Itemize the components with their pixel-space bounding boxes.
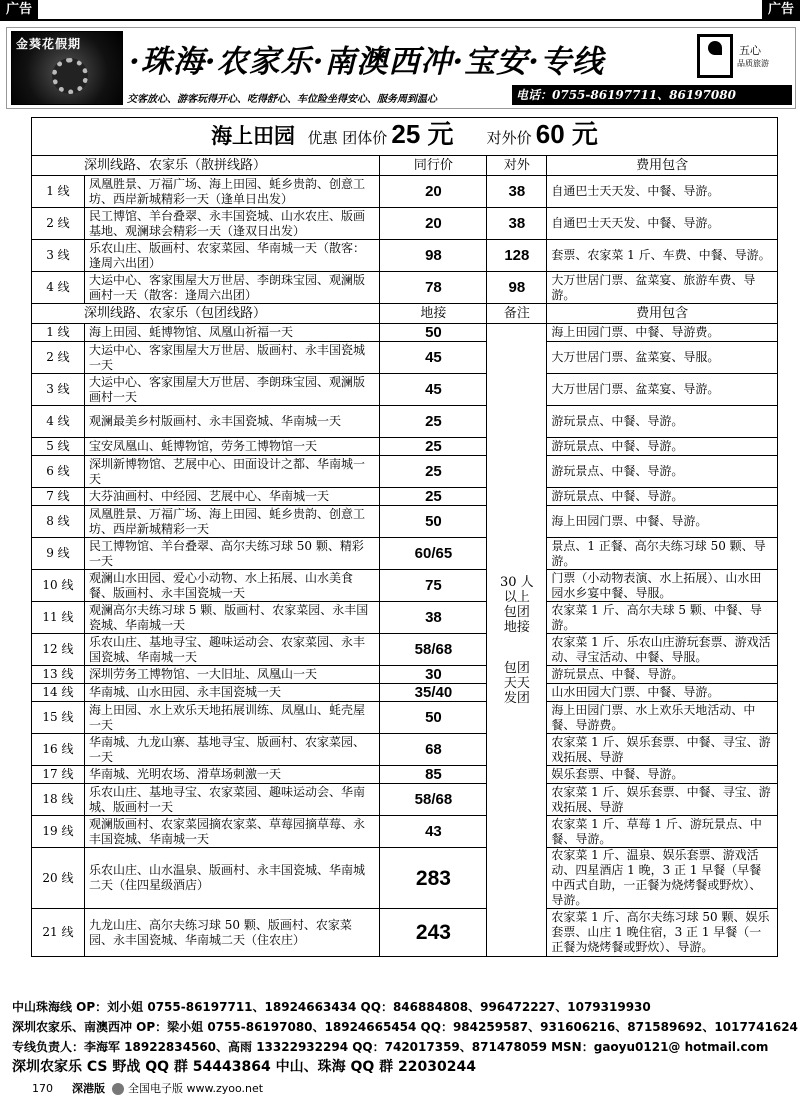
- brand-subtitle: 品质旅游: [737, 59, 769, 68]
- sunflower-logo-icon: [11, 31, 123, 105]
- table-row: [32, 538, 778, 570]
- fee-includes: 游玩景点、中餐、导游。: [547, 488, 778, 506]
- contacts-block: [12, 997, 798, 1077]
- fee-includes: 游玩景点、中餐、导游。: [547, 666, 778, 684]
- fee-includes: 海上田园门票、中餐、导游费。: [547, 324, 778, 342]
- route-description: 乐农山庄、基地寻宝、趣味运动会、农家菜园、永丰国瓷城、华南城一天: [84, 634, 380, 666]
- line-number: 10 线: [32, 570, 85, 602]
- fee-includes: 农家菜 1 斤、高尔夫练习球 50 颗、娱乐套票、山庄 1 晚住宿，3 正 1 早餐（一正餐为烧烤餐或野炊）、导游。: [547, 909, 778, 957]
- ad-divider: [0, 19, 800, 21]
- local-price: 50: [380, 506, 487, 538]
- route-description: 凤凰胜景、万福广场、海上田园、蚝乡贵韵、创意工坊、西岸新城精彩一天: [84, 506, 380, 538]
- fee-includes: 游玩景点、中餐、导游。: [547, 406, 778, 438]
- group-note-min: 30 人 以上 包团 地接: [500, 574, 534, 635]
- line-number: 1 线: [32, 324, 85, 342]
- table-row: [32, 176, 778, 208]
- fee-includes: 农家菜 1 斤、娱乐套票、中餐、寻宝、游戏拓展、导游: [547, 784, 778, 816]
- public-price: 38: [487, 208, 547, 240]
- route-price-table: [31, 117, 778, 957]
- peer-price: 98: [380, 240, 487, 272]
- line-number: 20 线: [32, 848, 85, 909]
- hero-row: [32, 118, 778, 156]
- line-number: 9 线: [32, 538, 85, 570]
- fee-includes: 农家菜 1 斤、温泉、娱乐套票、游戏活动、四星酒店 1 晚，3 正 1 早餐（早餐中西式自助，一正餐为烧烤餐或野炊）、导游。: [547, 848, 778, 909]
- group-note-daily: 包团 天天 发团: [503, 660, 530, 706]
- local-price: 25: [380, 488, 487, 506]
- route-description: 大运中心、客家围屋大万世居、李朗珠宝园、观澜版画村一天（散客：逢周六出团）: [84, 272, 380, 304]
- table-row: [32, 342, 778, 374]
- table-row: [32, 909, 778, 957]
- hero-cell: [32, 118, 778, 156]
- local-price: 50: [380, 702, 487, 734]
- fee-includes: 海上田园门票、中餐、导游。: [547, 506, 778, 538]
- line-number: 1 线: [32, 176, 85, 208]
- table-row: [32, 506, 778, 538]
- local-price: 50: [380, 324, 487, 342]
- section2-col-note: 备注: [487, 304, 547, 324]
- route-description: 宝安凤凰山、蚝博物馆，劳务工博物馆一天: [84, 438, 380, 456]
- line-number: 7 线: [32, 488, 85, 506]
- route-description: 凤凰胜景、万福广场、海上田园、蚝乡贵韵、创意工坊、西岸新城精彩一天（逢单日出发）: [84, 176, 380, 208]
- fee-includes: 农家菜 1 斤、乐农山庄游玩套票、游戏活动、寻宝活动、中餐、导服。: [547, 634, 778, 666]
- website-label: 全国电子版 www.zyoo.net: [128, 1082, 264, 1095]
- hero-group-price: 25 元: [391, 118, 454, 149]
- table-row: [32, 272, 778, 304]
- section1-header: [32, 156, 778, 176]
- route-description: 观澜版画村、农家菜园摘农家菜、草莓园摘草莓、永丰国瓷城、华南城一天: [84, 816, 380, 848]
- fee-includes: 大万世居门票、盆菜宴、导游。: [547, 374, 778, 406]
- local-price: 58/68: [380, 634, 487, 666]
- section1-col-price1: 同行价: [380, 156, 487, 176]
- local-price: 45: [380, 342, 487, 374]
- fee-includes: 游玩景点、中餐、导游。: [547, 456, 778, 488]
- table-row: [32, 766, 778, 784]
- line-number: 3 线: [32, 374, 85, 406]
- fee-includes: 景点、1 正餐、高尔夫练习球 50 颗、导游。: [547, 538, 778, 570]
- table-row: [32, 602, 778, 634]
- line-number: 12 线: [32, 634, 85, 666]
- public-price: 38: [487, 176, 547, 208]
- route-description: 华南城、山水田园、永丰国瓷城一天: [84, 684, 380, 702]
- route-description: 华南城、九龙山寨、基地寻宝、版画村、农家菜园、一天: [84, 734, 380, 766]
- contact-manager: 专线负责人：李海军 18922834560、高雨 13322932294 QQ：742017359、871478059 MSN：gaoyu0121@ hotmail.com: [12, 1040, 769, 1054]
- route-description: 民工博物馆、羊台叠翠、高尔夫练习球 50 颗、精彩一天: [84, 538, 380, 570]
- table-row: [32, 438, 778, 456]
- route-description: 大运中心、客家围屋大万世居、版画村、永丰国瓷城一天: [84, 342, 380, 374]
- table-row: [32, 488, 778, 506]
- local-price: 58/68: [380, 784, 487, 816]
- table-row: [32, 784, 778, 816]
- peer-price: 78: [380, 272, 487, 304]
- route-description: 大运中心、客家围屋大万世居、李朗珠宝园、观澜版画村一天: [84, 374, 380, 406]
- local-price: 25: [380, 438, 487, 456]
- table-row: [32, 734, 778, 766]
- local-price: 25: [380, 406, 487, 438]
- fee-includes: 自通巴士天天发、中餐、导游。: [547, 208, 778, 240]
- section2-col-includes: 费用包含: [547, 304, 778, 324]
- group-note: [487, 324, 547, 957]
- line-number: 8 线: [32, 506, 85, 538]
- fee-includes: 山水田园大门票、中餐、导游。: [547, 684, 778, 702]
- local-price: 30: [380, 666, 487, 684]
- local-price: 75: [380, 570, 487, 602]
- line-number: 6 线: [32, 456, 85, 488]
- fee-includes: 大万世居门票、盆菜宴、旅游车费、导游。: [547, 272, 778, 304]
- local-price: 85: [380, 766, 487, 784]
- route-description: 深圳劳务工博物馆、一大旧址、凤凰山一天: [84, 666, 380, 684]
- table-row: [32, 666, 778, 684]
- section2-col-price1: 地接: [380, 304, 487, 324]
- fee-includes: 自通巴士天天发、中餐、导游。: [547, 176, 778, 208]
- local-price: 60/65: [380, 538, 487, 570]
- banner-slogan: 交客放心、游客玩得开心、吃得舒心、车位险坐得安心、服务周到温心: [127, 94, 437, 105]
- table-row: [32, 684, 778, 702]
- line-number: 11 线: [32, 602, 85, 634]
- local-price: 35/40: [380, 684, 487, 702]
- ad-bar: [0, 0, 800, 20]
- hero-name: 海上田园: [211, 122, 296, 148]
- hero-public-label: 对外价: [486, 128, 532, 147]
- section2-header: [32, 304, 778, 324]
- fee-includes: 农家菜 1 斤、高尔夫球 5 颗、中餐、导游。: [547, 602, 778, 634]
- local-price: 283: [380, 848, 487, 909]
- line-number: 2 线: [32, 342, 85, 374]
- page-number: 170: [32, 1082, 53, 1095]
- fee-includes: 套票、农家菜 1 斤、车费、中餐、导游。: [547, 240, 778, 272]
- fee-includes: 娱乐套票、中餐、导游。: [547, 766, 778, 784]
- section2-title: 深圳线路、农家乐（包团线路）: [32, 304, 380, 324]
- fee-includes: 海上田园门票、水上欢乐天地活动、中餐、导游费。: [547, 702, 778, 734]
- contact-zhuhai: 中山珠海线 OP：刘小姐 0755-86197711、18924663434 QQ：846884808、996472227、1079319930: [12, 1000, 651, 1014]
- edition-label: 深港版: [72, 1082, 105, 1095]
- line-number: 13 线: [32, 666, 85, 684]
- fee-includes: 农家菜 1 斤、草莓 1 斤、游玩景点、中餐、导游。: [547, 816, 778, 848]
- section1-col-includes: 费用包含: [547, 156, 778, 176]
- line-number: 18 线: [32, 784, 85, 816]
- brand-name: 五心: [739, 44, 761, 57]
- route-description: 观澜山水田园、爱心小动物、水上拓展、山水美食餐、版画村、永丰国瓷城一天: [84, 570, 380, 602]
- table-row: [32, 324, 778, 342]
- local-price: 243: [380, 909, 487, 957]
- sunflower-icon: [52, 58, 88, 94]
- route-description: 华南城、光明农场、滑草场刺激一天: [84, 766, 380, 784]
- line-number: 4 线: [32, 406, 85, 438]
- line-number: 14 线: [32, 684, 85, 702]
- line-number: 16 线: [32, 734, 85, 766]
- line-number: 2 线: [32, 208, 85, 240]
- fee-includes: 游玩景点、中餐、导游。: [547, 438, 778, 456]
- fee-includes: 农家菜 1 斤、娱乐套票、中餐、寻宝、游戏拓展、导游: [547, 734, 778, 766]
- table-row: [32, 240, 778, 272]
- hero-offer-label: 优惠 团体价: [307, 128, 388, 147]
- ad-banner: [6, 27, 796, 109]
- route-description: 大芬油画村、中经园、艺展中心、华南城一天: [84, 488, 380, 506]
- line-number: 17 线: [32, 766, 85, 784]
- table-row: [32, 702, 778, 734]
- route-description: 乐农山庄、山水温泉、版画村、永丰国瓷城、华南城二天（住四星级酒店）: [84, 848, 380, 909]
- edition-logo-icon: [112, 1083, 124, 1095]
- line-number: 4 线: [32, 272, 85, 304]
- line-number: 21 线: [32, 909, 85, 957]
- line-number: 19 线: [32, 816, 85, 848]
- table-row: [32, 208, 778, 240]
- line-number: 15 线: [32, 702, 85, 734]
- route-description: 九龙山庄、高尔夫练习球 50 颗、版画村、农家菜园、永丰国瓷城、华南城二天（住农庄）: [84, 909, 380, 957]
- route-description: 民工博馆、羊台叠翠、永丰国瓷城、山水农庄、版画基地、观澜球会精彩一天（逢双日出发）: [84, 208, 380, 240]
- local-price: 68: [380, 734, 487, 766]
- ad-label-right: 广告: [762, 0, 800, 20]
- public-price: 128: [487, 240, 547, 272]
- hero-public-price: 60 元: [535, 118, 598, 149]
- banner-phone: 电话：0755-86197711、86197080: [512, 85, 792, 105]
- ad-label-left: 广告: [0, 0, 38, 20]
- section1-title: 深圳线路、农家乐（散拼线路）: [32, 156, 380, 176]
- banner-title: ·珠海·农家乐·南澳西冲·宝安·专线: [129, 44, 604, 80]
- peer-price: 20: [380, 176, 487, 208]
- route-description: 观澜最美乡村版画村、永丰国瓷城、华南城一天: [84, 406, 380, 438]
- route-description: 海上田园、水上欢乐天地拓展训练、凤凰山、蚝壳屋一天: [84, 702, 380, 734]
- local-price: 45: [380, 374, 487, 406]
- local-price: 38: [380, 602, 487, 634]
- table-row: [32, 570, 778, 602]
- route-description: 乐农山庄、版画村、农家菜园、华南城一天（散客：逢周六出团）: [84, 240, 380, 272]
- page-footer: [0, 1078, 800, 1100]
- route-description: 乐农山庄、基地寻宝、农家菜园、趣味运动会、华南城、版画村一天: [84, 784, 380, 816]
- local-price: 43: [380, 816, 487, 848]
- route-description: 海上田园、蚝博物馆、凤凰山祈福一天: [84, 324, 380, 342]
- fee-includes: 门票（小动物表演、水上拓展）、山水田园水乡宴中餐、导服。: [547, 570, 778, 602]
- table-row: [32, 456, 778, 488]
- table-row: [32, 634, 778, 666]
- logo-text: 金葵花假期: [16, 37, 82, 51]
- table-row: [32, 848, 778, 909]
- route-description: 深圳新博物馆、艺展中心、田面设计之都、华南城一天: [84, 456, 380, 488]
- line-number: 5 线: [32, 438, 85, 456]
- route-description: 观澜高尔夫练习球 5 颗、版画村、农家菜园、永丰国瓷城、华南城一天: [84, 602, 380, 634]
- table-row: [32, 816, 778, 848]
- peer-price: 20: [380, 208, 487, 240]
- line-number: 3 线: [32, 240, 85, 272]
- contact-shenzhen: 深圳农家乐、南澳西冲 OP：梁小姐 0755-86197080、18924665454 QQ：984259587、931606216、871589692、1017741624: [12, 1020, 798, 1034]
- fee-includes: 大万世居门票、盆菜宴、导服。: [547, 342, 778, 374]
- table-row: [32, 406, 778, 438]
- contact-qq-groups: 深圳农家乐 CS 野战 QQ 群 54443864 中山、珠海 QQ 群 22030244: [12, 1059, 476, 1075]
- table-row: [32, 374, 778, 406]
- public-price: 98: [487, 272, 547, 304]
- local-price: 25: [380, 456, 487, 488]
- five-heart-logo-icon: [697, 34, 733, 78]
- section1-col-price2: 对外: [487, 156, 547, 176]
